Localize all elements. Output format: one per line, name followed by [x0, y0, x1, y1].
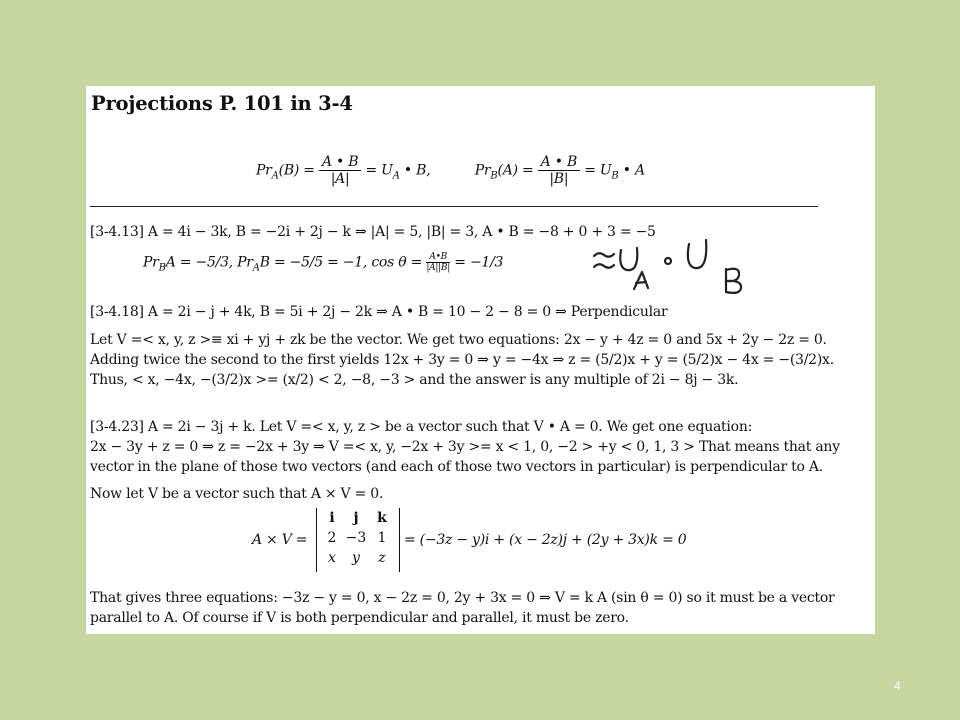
matrix-cell-neg3: −3 [345, 530, 367, 546]
formula-rhs-b-sub: B [611, 170, 619, 182]
formula-rhs-a-tail: • B, [399, 162, 431, 179]
p13-pr-b-sub: B [158, 262, 166, 274]
p13-pr-b-val: A = −5/3, Pr [165, 254, 253, 271]
matrix-cell-k: k [377, 510, 387, 526]
formula-rhs-b: = U [584, 162, 612, 179]
formula-pr-a-sub: A [271, 170, 279, 182]
matrix-cell-i: i [329, 510, 335, 526]
formula-frac-b-num: A • B [538, 154, 580, 171]
formula-pr-b-sub: B [490, 170, 498, 182]
problem-23-line-3: vector in the plane of those two vectors (and each of those two vectors in particular) is perpendicular to A. [90, 459, 823, 475]
conclusion-line-1: That gives three equations: −3z − y = 0, x − 2z = 0, 2y + 3x = 0 ⇒ V = k A (sin θ = 0) so it must be a vector [90, 590, 835, 606]
problem-13-line-1: [3-4.13] A = 4i − 3k, B = −2i + 2j − k ⇒ |A| = 5, |B| = 3, A • B = −8 + 0 + 3 = −5 [90, 224, 656, 240]
problem-23-line-2: 2x − 3y + z = 0 ⇒ z = −2x + 3y ⇒ V =< x, y, −2x + 3y >= x < 1, 0, −2 > +y < 0, 1, 3 > That means that any [90, 439, 840, 455]
formula-pr-b: Pr [474, 162, 491, 179]
formula-frac-a-num: A • B [319, 154, 361, 171]
matrix-cell-z: z [378, 550, 386, 566]
p13-cos-frac-num: A•B [426, 252, 450, 263]
p13-cos-frac-den: |A||B| [426, 263, 451, 273]
p13-cos-val: = −1/3 [454, 254, 504, 271]
matrix-cell-1: 1 [377, 530, 387, 546]
matrix-cell-y: y [352, 550, 360, 566]
formula-frac-a-den: |A| [330, 171, 350, 187]
formula-pr-b-arg: (A) = [497, 162, 534, 179]
slide-number: 4 [894, 679, 901, 693]
document-page [86, 86, 875, 634]
handwritten-annotation [86, 86, 875, 634]
cross-product-rhs: = (−3z − y)i + (x − 2z)j + (2y + 3x)k = 0 [404, 532, 687, 548]
p13-pr-a-val: B = −5/5 = −1, cos θ = [259, 254, 423, 271]
page-title: Projections P. 101 in 3-4 [91, 92, 353, 115]
p13-pr-b: Pr [143, 254, 159, 271]
formula-rhs-a-sub: A [392, 170, 400, 182]
formula-frac-b-den: |B| [549, 171, 569, 187]
problem-18-line-3: Adding twice the second to the first yields 12x + 3y = 0 ⇒ y = −4x ⇒ z = (5/2)x + y = (5/2)x − 4x = −(3/2)x. [90, 352, 834, 368]
formula-rhs-b-tail: • A [618, 162, 645, 179]
problem-23-line-1: [3-4.23] A = 2i − 3j + k. Let V =< x, y, z > be a vector such that V • A = 0. We get one equation: [90, 419, 753, 435]
matrix-cell-2: 2 [327, 530, 337, 546]
problem-23-line-4: Now let V be a vector such that A × V = 0. [90, 486, 384, 502]
p13-pr-a-sub: A [252, 262, 260, 274]
problem-18-line-2: Let V =< x, y, z >≡ xi + yj + zk be the vector. We get two equations: 2x − y + 4z = 0 and 5x + 2y − 2z = 0. [90, 332, 827, 348]
formula-pr-a: Pr [256, 162, 272, 179]
conclusion-line-2: parallel to A. Of course if V is both perpendicular and parallel, it must be zero. [90, 610, 629, 626]
cross-product-lhs: A × V = [252, 532, 308, 548]
problem-18-line-1: [3-4.18] A = 2i − j + 4k, B = 5i + 2j − 2k ⇒ A • B = 10 − 2 − 8 = 0 ⇒ Perpendicular [90, 304, 668, 320]
formula-rhs-a: = U [365, 162, 393, 179]
formula-pr-a-arg: (B) = [278, 162, 315, 179]
matrix-cell-j: j [353, 510, 359, 526]
matrix-cell-x: x [328, 550, 336, 566]
problem-18-line-4: Thus, < x, −4x, −(3/2)x >= (x/2) < 2, −8, −3 > and the answer is any multiple of 2i − 8j − 3k. [90, 372, 739, 388]
